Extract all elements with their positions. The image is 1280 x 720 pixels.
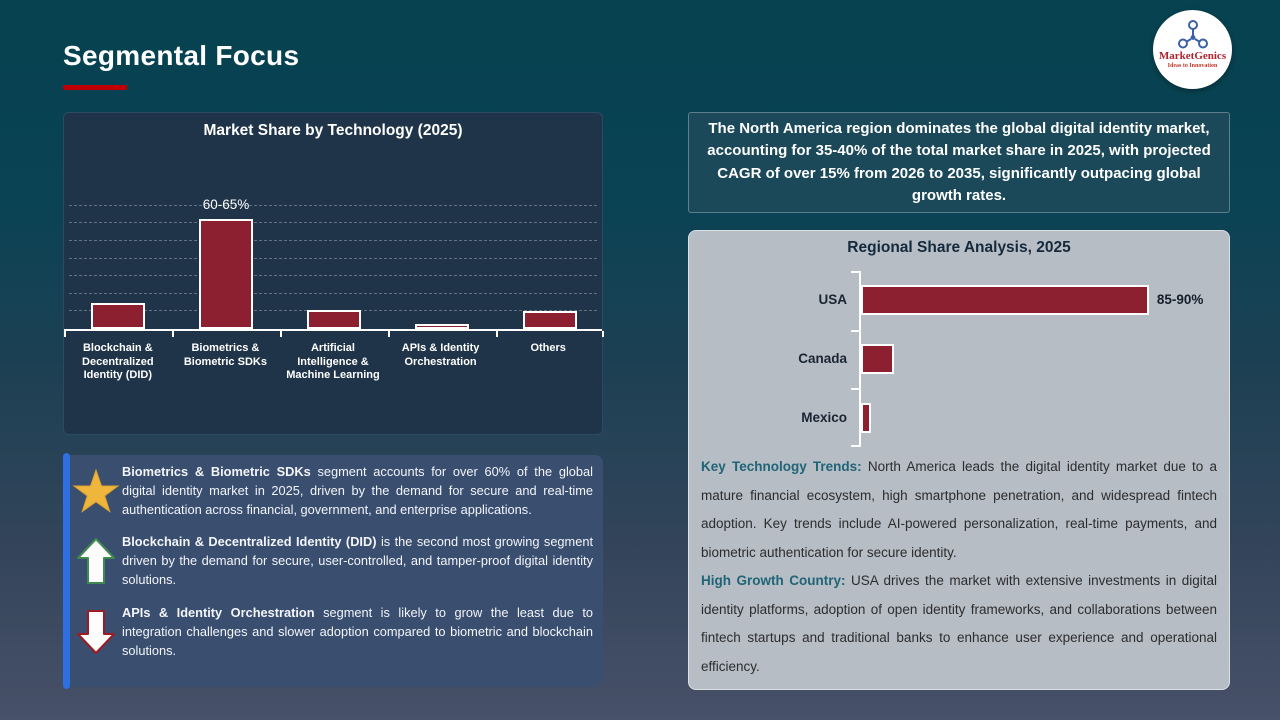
regional-chart-plot [689,271,1229,447]
axis-tick [496,331,498,337]
na-summary-text: The North America region dominates the global digital identity market, accounting for 35-40% of the total market share in 2025, with projected CAGR of over 15% from 2026 to 2035, significantly outpacing global growth rates. [707,119,1211,204]
x-axis [64,329,602,331]
insight-text: Blockchain & Decentralized Identity (DID) is the second most growing segment driven by the demand for secure, user-controlled, and tamper-proof digital identity solutions. [122,534,593,587]
axis-tick [388,331,390,337]
tech-chart-plot [64,153,602,329]
tech-bar [199,219,253,329]
insight-row [70,462,593,519]
arrow-down-icon [76,609,116,655]
page-title: Segmental Focus [63,40,300,71]
star-icon [72,468,120,514]
region-label: Mexico [801,409,847,425]
region-label: USA [818,292,847,308]
category-label: APIs & Identity Orchestration [401,342,480,368]
insight-text: Biometrics & Biometric SDKs segment accounts for over 60% of the global digital identity market in 2025, driven by the demand for secure and real-time authentication across financial, government, and enterprise applications. [122,464,593,517]
brand-logo [1153,10,1232,89]
gridline [69,275,597,276]
region-label: Canada [798,351,847,366]
brand-name: MarketGenics [1158,50,1227,62]
accent-stripe [63,453,70,689]
gridline [69,205,597,206]
gridline [69,293,597,294]
note-text: North America leads the digital identity market due to a mature financial ecosystem, high smartphone penetration, and widespread fintech adoption. Key trends include AI-powered personalization, real-time payments, and biometric authentication for secure identity. [701,459,1218,560]
axis-tick [851,330,859,332]
insights-panel [70,455,603,687]
axis-tick [851,445,859,447]
axis-tick [64,331,66,337]
tech-bar [523,311,577,329]
tech-bar [307,310,361,329]
gridline [69,222,597,223]
gridline [69,258,597,259]
regional-notes [701,453,1217,681]
tech-chart-title: Market Share by Technology (2025) [203,122,463,139]
category-label: Others [530,342,566,354]
na-summary-box [688,112,1230,213]
category-label: Biometrics & Biometric SDKs [183,342,267,368]
category-label: Blockchain & Decentralized Identity (DID) [82,342,154,381]
brand-tagline: Ideas to Innovation [1167,63,1218,69]
arrow-up-icon [76,537,116,585]
bar-value-label: 60-65% [202,197,250,212]
gridline [69,240,597,241]
note-lead: Key Technology Trends: [701,459,862,474]
regional-bar [861,344,894,374]
note-lead: High Growth Country: [701,573,846,588]
note-paragraph [701,453,1217,567]
regional-bar [861,285,1149,315]
axis-tick [280,331,282,337]
axis-tick [851,271,859,273]
regional-panel [688,230,1230,690]
region-value-label: 85-90% [1156,292,1204,308]
regional-chart-title: Regional Share Analysis, 2025 [847,239,1071,256]
axis-tick [602,331,604,337]
axis-tick [172,331,174,337]
tech-chart-panel [63,112,603,435]
category-axis-labels [64,342,602,383]
tech-bar [91,303,145,329]
molecule-icon [1176,19,1210,49]
insight-row [70,532,593,589]
insight-text: APIs & Identity Orchestration segment is likely to grow the least due to integration challenges and slower adoption compared to biometric and blockchain solutions. [122,605,593,658]
category-label: Artificial Intelligence & Machine Learning [286,342,380,381]
note-paragraph [701,567,1217,681]
title-underline-accent [63,85,127,90]
note-text: USA drives the market with extensive investments in digital identity platforms, adoption of open identity frameworks, and collaborations between fintech startups and traditional banks to enhance user experience and operational efficiency. [701,573,1217,674]
regional-bar [861,403,871,433]
axis-tick [851,388,859,390]
insight-row [70,603,593,660]
